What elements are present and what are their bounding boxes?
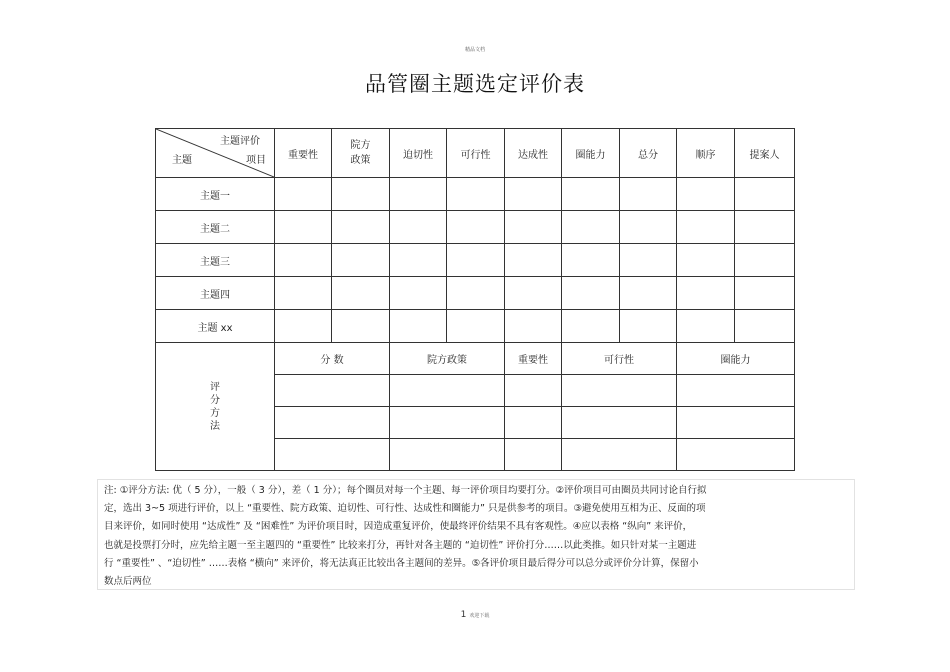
note-line: 也就是投票打分时，应先给主题一至主题四的 “重要性” 比较来打分，再针对各主题的 “迫切性” 评价打分……以此类推。如只针对某一主题进 bbox=[104, 539, 697, 551]
page-title: 品管圈主题选定评价表 bbox=[365, 72, 585, 96]
table-cell[interactable] bbox=[505, 375, 562, 407]
table-cell[interactable] bbox=[390, 277, 447, 310]
table-cell[interactable] bbox=[275, 277, 332, 310]
table-cell[interactable] bbox=[505, 310, 562, 343]
table-row bbox=[156, 310, 795, 343]
page-footer bbox=[0, 610, 950, 620]
table-cell[interactable] bbox=[447, 244, 505, 277]
table-cell[interactable] bbox=[562, 375, 677, 407]
table-cell[interactable] bbox=[390, 375, 505, 407]
table-cell[interactable] bbox=[620, 178, 677, 211]
table-cell[interactable] bbox=[447, 211, 505, 244]
table-cell[interactable] bbox=[332, 310, 390, 343]
table-cell[interactable] bbox=[562, 439, 677, 471]
table-cell[interactable] bbox=[677, 310, 735, 343]
table-cell[interactable] bbox=[390, 244, 447, 277]
table-cell[interactable] bbox=[275, 211, 332, 244]
table-cell[interactable] bbox=[620, 277, 677, 310]
column-header-hospital-policy-line2: 政策 bbox=[350, 155, 371, 166]
page-number: 1 bbox=[460, 610, 467, 620]
footer-label: 欢迎下载 bbox=[469, 613, 490, 619]
table-cell[interactable] bbox=[620, 211, 677, 244]
header-note: 精品文档 bbox=[464, 47, 485, 53]
table-cell[interactable] bbox=[505, 407, 562, 439]
method-header-importance: 重要性 bbox=[505, 343, 562, 375]
column-header-importance: 重要性 bbox=[275, 129, 332, 178]
corner-label-topic: 主题 bbox=[172, 155, 192, 166]
row-label-topic-4: 主题四 bbox=[156, 277, 275, 310]
table-cell[interactable] bbox=[735, 178, 795, 211]
row-label-topic-xx: 主题 xx bbox=[156, 310, 275, 343]
note-line: 数点后两位 bbox=[104, 576, 152, 588]
row-label-topic-3: 主题三 bbox=[156, 244, 275, 277]
table-cell[interactable] bbox=[562, 244, 620, 277]
table-row bbox=[156, 211, 795, 244]
table-cell[interactable] bbox=[735, 211, 795, 244]
table-cell[interactable] bbox=[677, 277, 735, 310]
corner-label-item: 项目 bbox=[246, 155, 266, 166]
table-cell[interactable] bbox=[735, 310, 795, 343]
table-cell[interactable] bbox=[677, 178, 735, 211]
table-cell[interactable] bbox=[620, 310, 677, 343]
table-cell[interactable] bbox=[275, 244, 332, 277]
table-cell[interactable] bbox=[390, 407, 505, 439]
corner-label-evaluation: 主题评价 bbox=[220, 136, 260, 147]
table-cell[interactable] bbox=[505, 277, 562, 310]
column-header-hospital-policy bbox=[332, 129, 390, 178]
evaluation-table bbox=[155, 128, 795, 471]
table-row bbox=[156, 277, 795, 310]
table-row bbox=[156, 178, 795, 211]
method-header-hospital-policy: 院方政策 bbox=[390, 343, 505, 375]
table-cell[interactable] bbox=[735, 244, 795, 277]
table-cell[interactable] bbox=[275, 407, 390, 439]
column-header-order: 顺序 bbox=[677, 129, 735, 178]
table-cell[interactable] bbox=[677, 211, 735, 244]
method-header-score: 分 数 bbox=[275, 343, 390, 375]
table-cell[interactable] bbox=[332, 211, 390, 244]
note-line: 定，选出 3~5 项进行评价，以上 “重要性、院方政策、迫切性、可行性、达成性和圈能力” 只是供参考的项目。③避免使用互相为正、反面的项 bbox=[104, 503, 706, 515]
note-line: 注: ①评分方法: 优（ 5 分），一般（ 3 分），差（ 1 分）；每个圈员对每一个主题、每一评价项目均要打分。②评价项目可由圈员共同讨论自行拟 bbox=[104, 485, 707, 496]
column-header-urgency: 迫切性 bbox=[390, 129, 447, 178]
table-cell[interactable] bbox=[390, 310, 447, 343]
table-cell[interactable] bbox=[275, 178, 332, 211]
table-cell[interactable] bbox=[447, 178, 505, 211]
table-cell[interactable] bbox=[735, 277, 795, 310]
row-label-topic-2: 主题二 bbox=[156, 211, 275, 244]
table-cell[interactable] bbox=[390, 211, 447, 244]
table-cell[interactable] bbox=[447, 277, 505, 310]
row-label-topic-1: 主题一 bbox=[156, 178, 275, 211]
column-header-circle-ability: 圈能力 bbox=[562, 129, 620, 178]
column-header-hospital-policy-line1: 院方 bbox=[350, 140, 371, 151]
table-cell[interactable] bbox=[620, 244, 677, 277]
table-cell[interactable] bbox=[332, 244, 390, 277]
column-header-feasibility: 可行性 bbox=[447, 129, 505, 178]
table-cell[interactable] bbox=[505, 178, 562, 211]
table-row bbox=[156, 244, 795, 277]
corner-header-cell bbox=[156, 129, 275, 178]
column-header-achievability: 达成性 bbox=[505, 129, 562, 178]
table-cell[interactable] bbox=[332, 178, 390, 211]
table-cell[interactable] bbox=[275, 375, 390, 407]
table-cell[interactable] bbox=[677, 375, 795, 407]
table-cell[interactable] bbox=[447, 310, 505, 343]
table-cell[interactable] bbox=[390, 439, 505, 471]
note-line: 行 “重要性” 、“迫切性” ……表格 “横向” 来评价，将无法真正比较出各主题间的差异。⑤各评价项目最后得分可以总分或评价分计算，保留小 bbox=[104, 557, 699, 569]
table-cell[interactable] bbox=[562, 211, 620, 244]
table-cell[interactable] bbox=[390, 178, 447, 211]
method-label-cell bbox=[156, 343, 275, 471]
column-header-total: 总分 bbox=[620, 129, 677, 178]
method-header-row bbox=[156, 343, 795, 375]
table-cell[interactable] bbox=[677, 244, 735, 277]
table-cell[interactable] bbox=[275, 310, 332, 343]
method-label: 评分方法 bbox=[210, 381, 220, 432]
table-cell[interactable] bbox=[562, 407, 677, 439]
table-cell[interactable] bbox=[562, 277, 620, 310]
method-header-feasibility: 可行性 bbox=[562, 343, 677, 375]
method-header-circle-ability: 圈能力 bbox=[677, 343, 795, 375]
notes-box bbox=[97, 479, 855, 590]
note-line: 目来评价，如同时使用 “达成性” 及 “困难性” 为评价项目时，因造成重复评价，使最终评价结果不具有客观性。④应以表格 “纵向” 来评价， bbox=[104, 521, 693, 533]
table-cell[interactable] bbox=[505, 439, 562, 471]
column-header-proposer: 提案人 bbox=[735, 129, 795, 178]
table-cell[interactable] bbox=[332, 277, 390, 310]
table-cell[interactable] bbox=[562, 310, 620, 343]
table-cell[interactable] bbox=[677, 407, 795, 439]
table-cell[interactable] bbox=[275, 439, 390, 471]
table-cell[interactable] bbox=[562, 178, 620, 211]
header-row bbox=[156, 129, 795, 178]
table-cell[interactable] bbox=[505, 211, 562, 244]
table-cell[interactable] bbox=[677, 439, 795, 471]
table-cell[interactable] bbox=[505, 244, 562, 277]
